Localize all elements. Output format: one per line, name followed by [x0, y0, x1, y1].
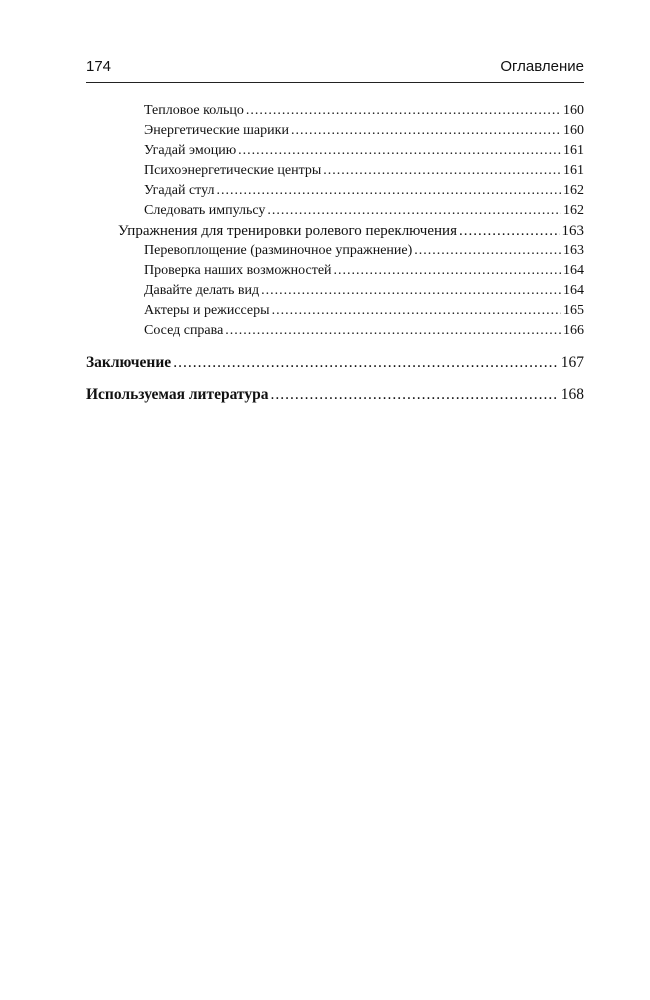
toc-entry-label: Используемая литература: [86, 386, 269, 403]
toc-entry: [144, 161, 584, 181]
running-title: Оглавление: [500, 58, 584, 75]
toc-entry-label: Заключение: [86, 354, 172, 371]
toc-entry-page: 165: [563, 303, 584, 318]
dot-leader: [270, 385, 558, 405]
toc-entry-label: Энергетические шарики: [144, 123, 289, 138]
toc-entry-label: Угадай стул: [144, 183, 215, 198]
toc-entry-page: 162: [563, 203, 584, 218]
toc-entry-label: Угадай эмоцию: [144, 143, 237, 158]
toc-entry-label: Перевоплощение (разминочное упражнение): [144, 243, 413, 258]
toc-entry-page: 160: [563, 103, 584, 118]
toc-entry-label: Упражнения для тренировки ролевого переключения: [118, 223, 457, 239]
toc-entry-page: 162: [563, 183, 584, 198]
toc-entry-page: 163: [561, 223, 584, 239]
dot-leader: [238, 141, 561, 161]
toc-entry-label: Проверка наших возможностей: [144, 263, 332, 278]
dot-leader: [323, 161, 561, 181]
dot-leader: [225, 321, 561, 341]
toc-entry-page: 161: [563, 163, 584, 178]
toc-entry: [144, 261, 584, 281]
toc-entry: [144, 201, 584, 221]
toc-entry-page: 166: [563, 323, 584, 338]
toc-entry-page: 164: [563, 263, 584, 278]
toc-entry-page: 161: [563, 143, 584, 158]
toc-chapter-entry: [86, 353, 584, 373]
dot-leader: [459, 221, 560, 241]
toc-entry: [144, 121, 584, 141]
toc-entry-page: 164: [563, 283, 584, 298]
toc-entry: [144, 101, 584, 121]
toc-entry: [144, 181, 584, 201]
dot-leader: [414, 241, 561, 261]
toc-entry-label: Давайте делать вид: [144, 283, 260, 298]
toc-entry-page: 163: [563, 243, 584, 258]
dot-leader: [267, 201, 561, 221]
dot-leader: [334, 261, 561, 281]
toc-chapter-entry: [86, 385, 584, 405]
dot-leader: [291, 121, 561, 141]
dot-leader: [173, 353, 559, 373]
toc-entry-page: 160: [563, 123, 584, 138]
toc-entry: [144, 241, 584, 261]
page-number: 174: [86, 58, 112, 75]
toc-section-entry: [118, 221, 584, 241]
dot-leader: [261, 281, 561, 301]
toc-entry: [144, 321, 584, 341]
toc-entry-page: 168: [560, 386, 584, 403]
toc-entry-label: Актеры и режиссеры: [144, 303, 270, 318]
dot-leader: [272, 301, 561, 321]
toc-entry: [144, 141, 584, 161]
page-header: [86, 58, 584, 83]
toc-entry-label: Следовать импульсу: [144, 203, 266, 218]
dot-leader: [217, 181, 562, 201]
toc-entry-label: Тепловое кольцо: [144, 103, 244, 118]
dot-leader: [246, 101, 561, 121]
toc-entry-label: Психоэнергетические центры: [144, 163, 322, 178]
toc-entry: [144, 281, 584, 301]
toc-entry-page: 167: [560, 354, 584, 371]
toc-entry: [144, 301, 584, 321]
toc-entry-label: Сосед справа: [144, 323, 224, 338]
